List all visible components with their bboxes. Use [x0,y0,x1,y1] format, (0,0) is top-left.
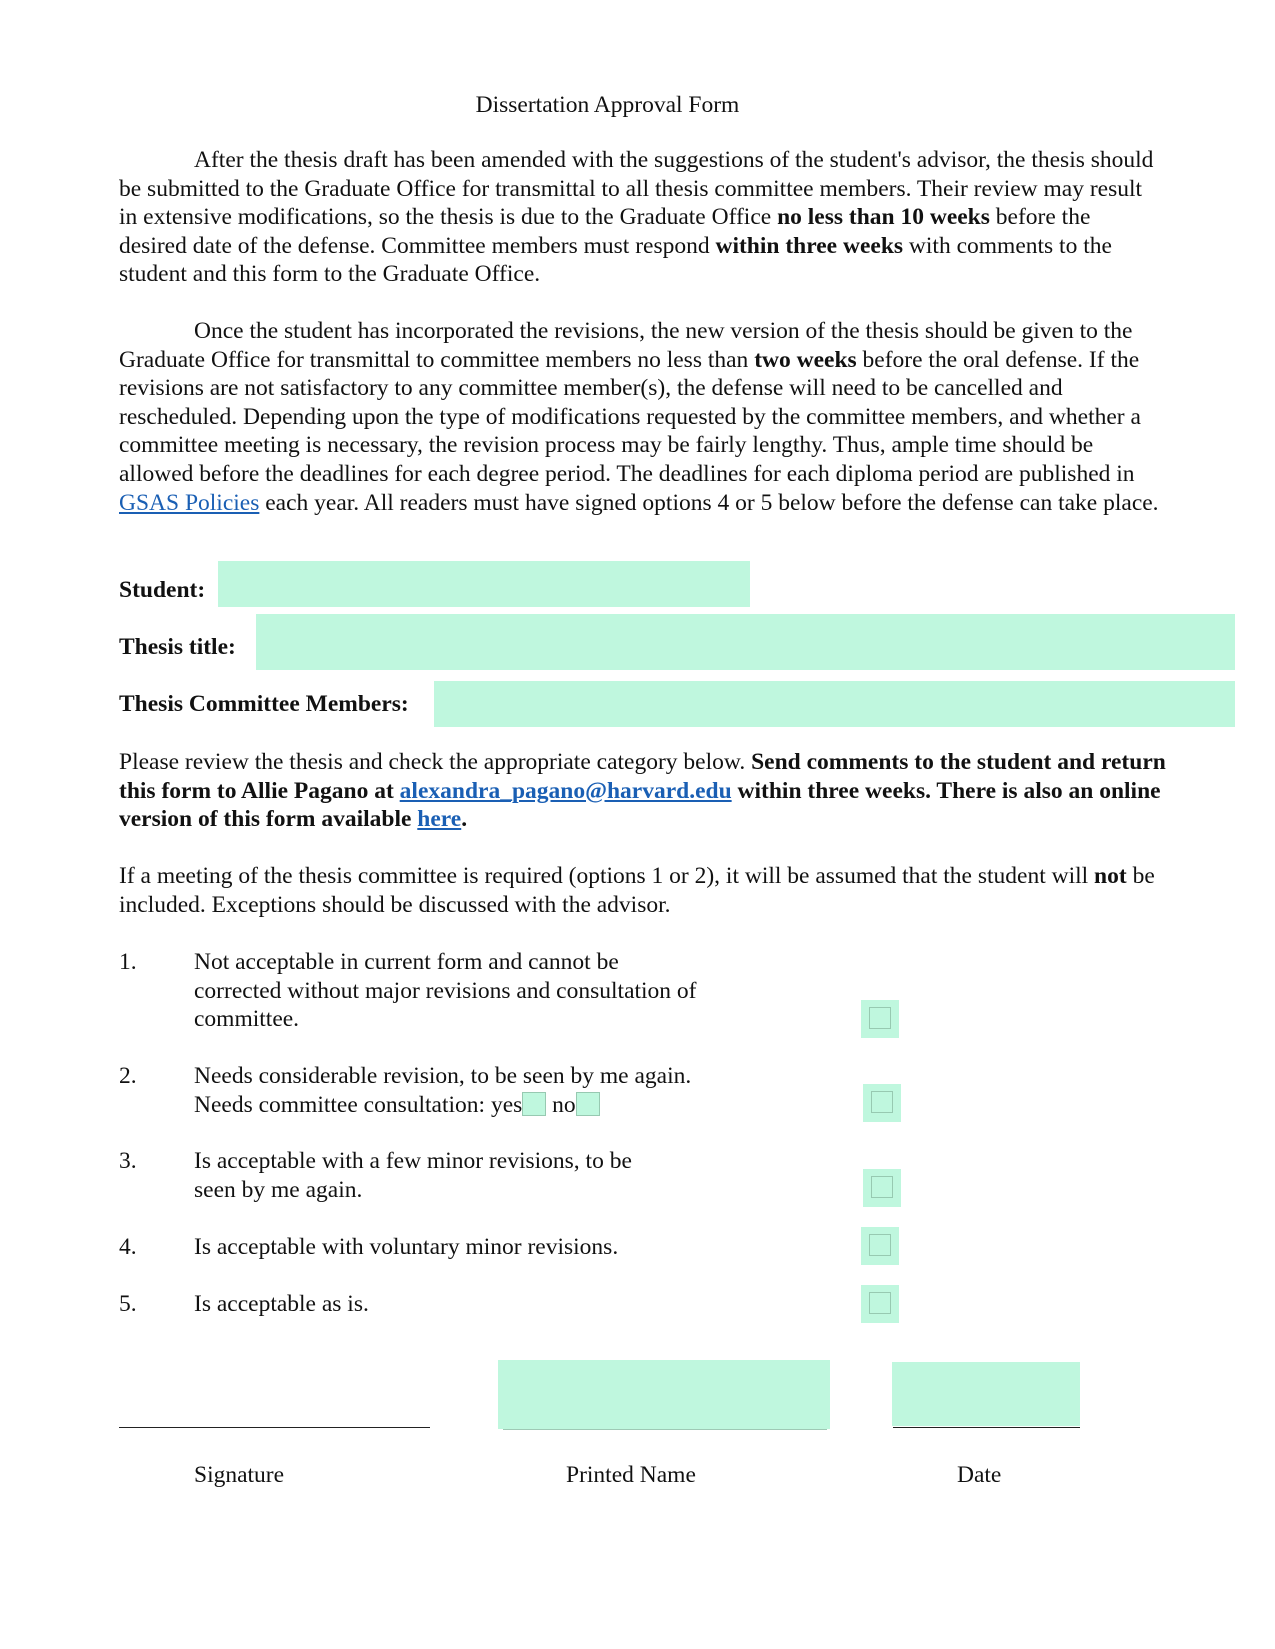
date-caption: Date [957,1462,1002,1488]
option-4-number: 4. [119,1234,137,1260]
email-link[interactable]: alexandra_pagano@harvard.edu [399,777,732,804]
text: Once the student has incorporated the revisions, the new version of the thesis should be given to the Graduate Office for transmittal to committee members no less than [119,318,1133,373]
option-4-text: Is acceptable with voluntary minor revisions. [194,1234,619,1260]
option-2-checkbox[interactable] [863,1084,901,1122]
bold-text: not [1094,863,1127,889]
checkbox-square [869,1234,891,1256]
online-form-link[interactable]: here [417,806,462,833]
option-2-text: Needs considerable revision, to be seen by me again. [194,1063,692,1089]
yes-label: yes [490,1092,523,1118]
student-field[interactable] [218,561,750,607]
signature-line [119,1427,430,1428]
bold-text: two weeks [754,346,857,373]
student-label: Student: [119,577,206,603]
bold-text: within three weeks. There is also an online version of this form available [119,777,1161,833]
consultation-label: Needs committee consultation: [194,1092,491,1118]
checkbox-square [869,1007,891,1029]
bold-text: . [461,806,468,833]
option-3-text: Is acceptable with a few minor revisions, to be seen by me again. [194,1148,632,1203]
date-field[interactable] [892,1362,1080,1426]
no-label: no [552,1092,576,1118]
option-5-text: Is acceptable as is. [194,1291,369,1317]
option-5-number: 5. [119,1291,137,1317]
date-line [893,1427,1080,1428]
intro-paragraph [119,146,1159,289]
consultation-row [194,1091,754,1120]
option-1-number: 1. [119,949,137,975]
option-1-checkbox[interactable] [861,1000,899,1038]
page-title: Dissertation Approval Form [475,92,740,118]
committee-members-field[interactable] [434,681,1235,727]
checkbox-square [869,1292,891,1314]
checkbox-square [871,1091,893,1113]
text: each year. All readers must have signed options 4 or 5 below before the defense can take place. [259,489,1159,516]
thesis-title-label: Thesis title: [119,634,236,660]
instructions-paragraph [119,748,1179,834]
text: before the oral defense. If the revisions are not satisfactory to any committee member(s), the defense will need to be cancelled and rescheduled. Depending upon the type of modifications requested by the committee members, and whether a committee meeting is necessary, the revision process may be fairly lengthy. Thus, ample time should be allowed before the deadlines for each degree period. The deadlines for each diploma period are published in [119,346,1141,487]
gsas-policies-link[interactable]: GSAS Policies [119,489,260,516]
bold-text: within three weeks [715,232,904,259]
text: with comments to the student and this form to the Graduate Office. [119,232,1112,288]
checkbox-square [871,1176,893,1198]
option-3-number: 3. [119,1148,137,1174]
text: be included. Exceptions should be discussed with the advisor. [119,863,1155,918]
printed-name-field[interactable] [498,1360,830,1429]
text: Please review the thesis and check the appropriate category below. [119,749,752,775]
text: If a meeting of the thesis committee is required (options 1 or 2), it will be assumed that the student will [119,863,1095,889]
option-2-number: 2. [119,1063,137,1089]
text: After the thesis draft has been amended with the suggestions of the student's advisor, the thesis should be submitted to the Graduate Office for transmittal to all thesis committee members. Their review may result in extensive modifications, so the thesis is due to the Graduate Office [119,147,1154,231]
revision-paragraph [119,317,1159,517]
option-4-checkbox[interactable] [861,1227,899,1265]
consultation-no-checkbox[interactable] [576,1092,600,1116]
committee-label: Thesis Committee Members: [119,691,409,717]
option-3-checkbox[interactable] [863,1169,901,1207]
option-5-checkbox[interactable] [861,1285,899,1323]
text: before the desired date of the defense. Committee members must respond [119,204,1091,259]
bold-text: no less than 10 weeks [777,204,990,231]
option-1-text: Not acceptable in current form and cannot be corrected without major revisions and consultation of committee. [194,949,697,1033]
signature-caption: Signature [194,1462,285,1488]
thesis-title-field[interactable] [256,614,1235,670]
printed-name-caption: Printed Name [566,1462,696,1488]
printed-name-line [503,1429,827,1430]
consultation-yes-checkbox[interactable] [522,1092,546,1116]
meeting-note-paragraph [119,862,1189,919]
bold-text: Send comments to the student and return this form to Allie Pagano at [119,749,1166,804]
